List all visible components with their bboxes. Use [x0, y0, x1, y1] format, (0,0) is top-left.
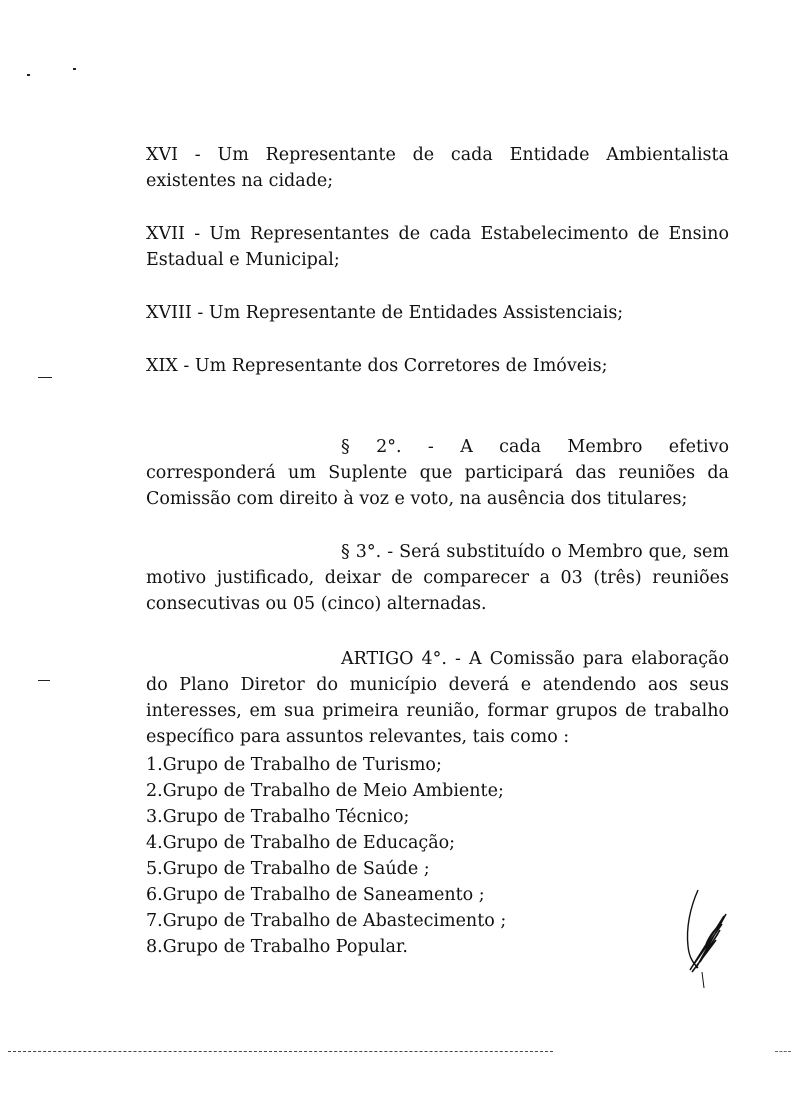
margin-mark [38, 680, 50, 681]
list-item: 8.Grupo de Trabalho Popular. [146, 937, 408, 957]
item-xvii: XVII - Um Representantes de cada Estabelecimento de Ensino Estadual e Municipal; [146, 224, 729, 270]
list-item: 2.Grupo de Trabalho de Meio Ambiente; [146, 781, 504, 801]
paragraph-2: § 2°. - A cada Membro efetivo corresponderá um Suplente que participará das reuniões da Comissão com direito à voz e voto, na ausência dos titulares; [146, 437, 729, 509]
working-groups-list [146, 752, 506, 960]
handwritten-signature [676, 884, 736, 994]
list-item: 5.Grupo de Trabalho de Saúde ; [146, 859, 430, 879]
item-xviii: XVIII - Um Representante de Entidades Assistenciais; [146, 303, 624, 323]
list-item: 3.Grupo de Trabalho Técnico; [146, 807, 410, 827]
margin-mark [38, 377, 52, 378]
paragraph-3: § 3°. - Será substituído o Membro que, sem motivo justificado, deixar de comparecer a 03 (três) reuniões consecutivas ou 05 (cinco) alternadas. [146, 542, 729, 614]
scan-speck [73, 68, 76, 70]
list-item: 7.Grupo de Trabalho de Abastecimento ; [146, 911, 507, 931]
list-item: 6.Grupo de Trabalho de Saneamento ; [146, 885, 485, 905]
item-xvi: XVI - Um Representante de cada Entidade Ambientalista existentes na cidade; [146, 145, 729, 191]
list-item: 4.Grupo de Trabalho de Educação; [146, 833, 456, 853]
scan-speck [27, 74, 30, 76]
list-item: 1.Grupo de Trabalho de Turismo; [146, 755, 442, 775]
footer-rule [8, 1051, 553, 1052]
item-xix: XIX - Um Representante dos Corretores de Imóveis; [146, 356, 608, 376]
article-4: ARTIGO 4°. - A Comissão para elaboração do Plano Diretor do município deverá e atendendo aos seus interesses, em sua primeira reunião, formar grupos de trabalho específico para assuntos relevantes, tais como : [146, 649, 729, 747]
footer-rule-end [775, 1051, 791, 1052]
